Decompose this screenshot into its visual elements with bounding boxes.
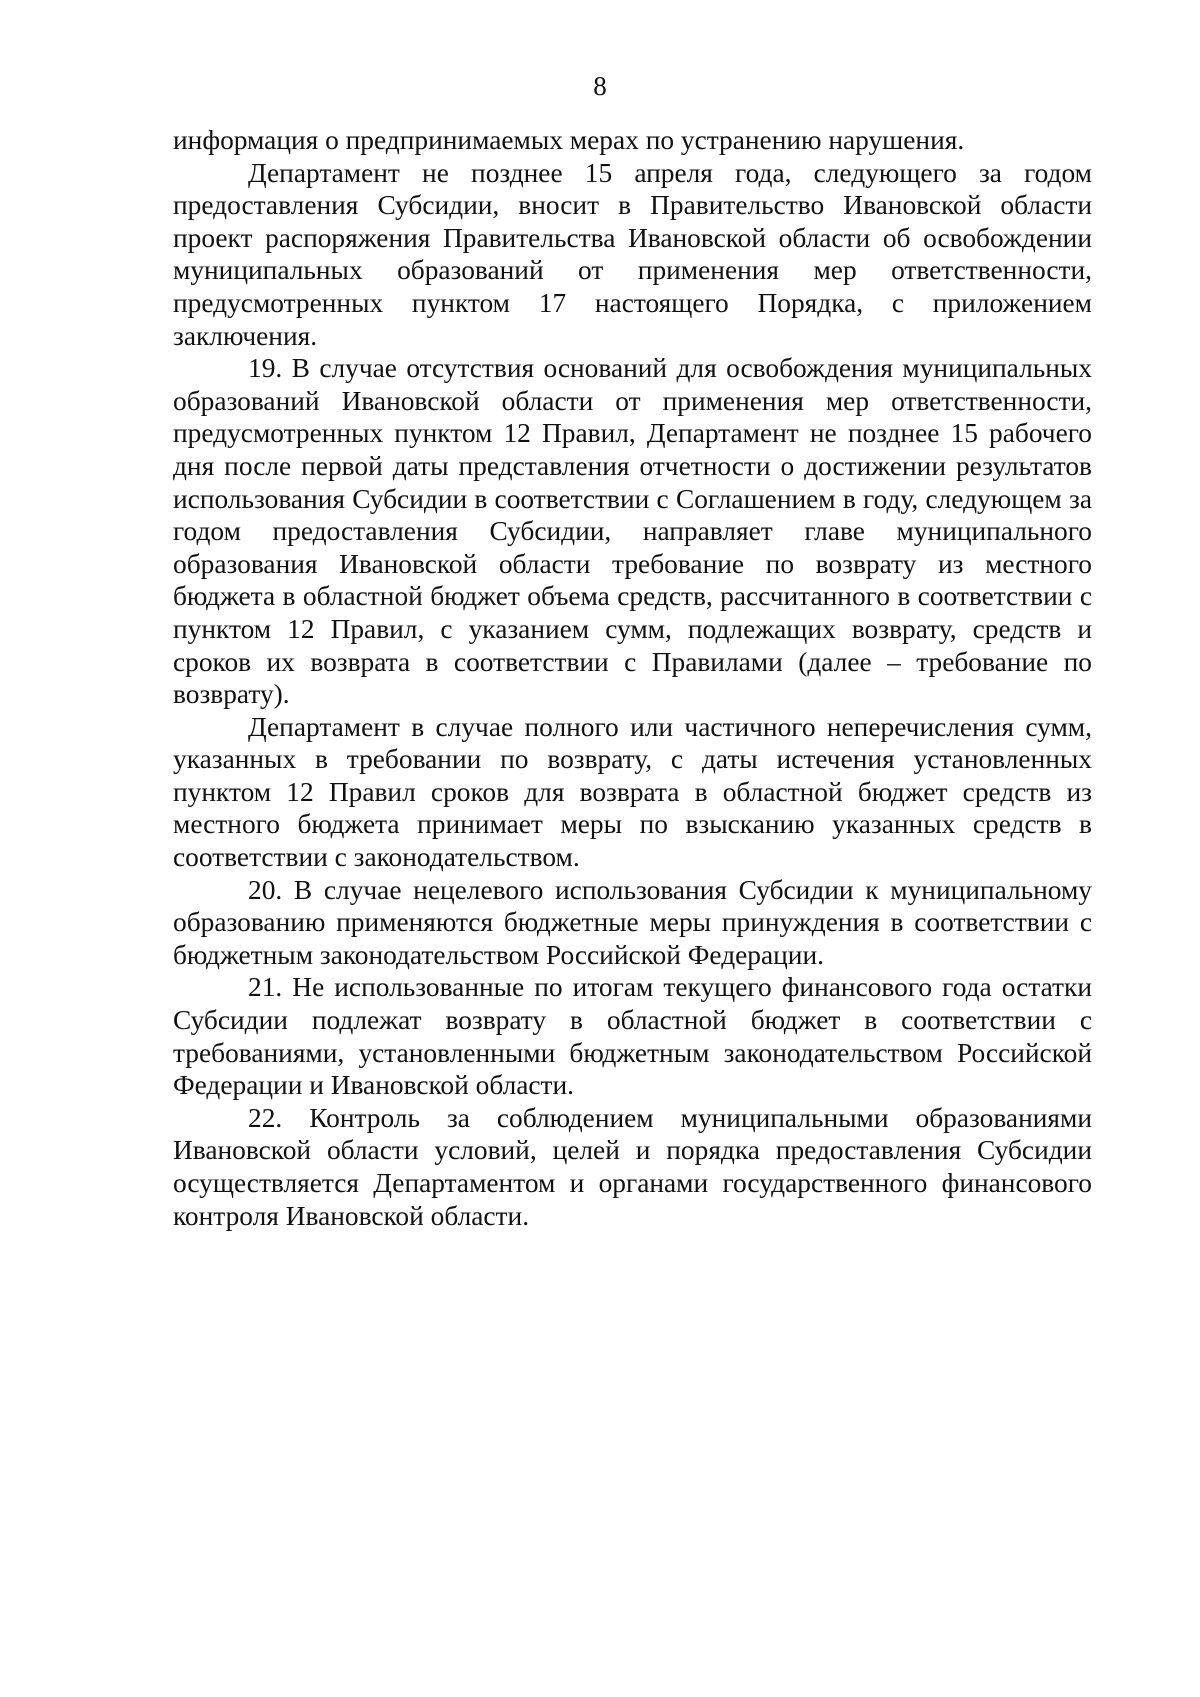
paragraph-19: 19. В случае отсутствия оснований для освобождения муниципальных образований Ивановской области от применения мер ответственности, предусмотренных пунктом 12 Правил, Департамент не позднее 15 рабочего дня после первой даты представления отчетности о достижении результатов использования Субсидии в соответствии с Соглашением в году, следующем за годом предоставления Субсидии, направляет главе муниципального образования Ивановской области требование по возврату из местного бюджета в областной бюджет объема средств, рассчитанного в соответствии с пунктом 12 Правил, с указанием сумм, подлежащих возврату, средств и сроков их возврата в соответствии с Правилами (далее – требование по возврату). [173, 353, 1092, 710]
paragraph-20: 20. В случае нецелевого использования Субсидии к муниципальному образованию применяются бюджетные меры принуждения в соответствии с бюджетным законодательством Российской Федерации. [173, 874, 1092, 970]
document-body [173, 124, 1092, 1232]
paragraph-continuation: информация о предпринимаемых мерах по устранению нарушения. [173, 125, 965, 155]
paragraph-department-recovery: Департамент в случае полного или частичного неперечисления сумм, указанных в требовании по возврату, с даты истечения установленных пунктом 12 Правил сроков для возврата в областной бюджет средств из местного бюджета принимает меры по взысканию указанных средств в соответствии с законодательством. [173, 711, 1092, 873]
paragraph-22: 22. Контроль за соблюдением муниципальными образованиями Ивановской области условий, целей и порядка предоставления Субсидии осуществляется Департаментом и органами государственного финансового контроля Ивановской области. [173, 1102, 1092, 1231]
page-number: 8 [593, 71, 607, 101]
paragraph-21: 21. Не использованные по итогам текущего финансового года остатки Субсидии подлежат возврату в областной бюджет в соответствии с требованиями, установленными бюджетным законодательством Российской Федерации и Ивановской области. [173, 972, 1092, 1101]
paragraph-department-exemption: Департамент не позднее 15 апреля года, следующего за годом предоставления Субсидии, вносит в Правительство Ивановской области проект распоряжения Правительства Ивановской области об освобождении муниципальных образований от применения мер ответственности, предусмотренных пунктом 17 настоящего Порядка, с приложением заключения. [173, 157, 1092, 351]
